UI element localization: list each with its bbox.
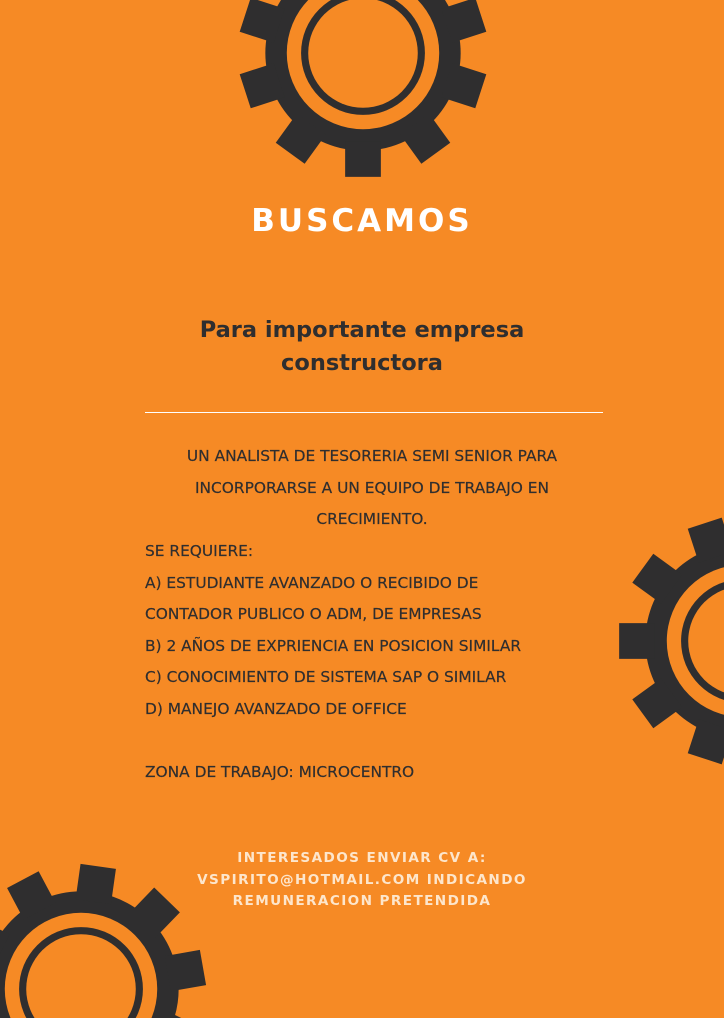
- contact-line-suffix: INDICANDO: [420, 871, 527, 888]
- subtitle-line: Para importante empresa: [199, 317, 525, 343]
- contact-line: INTERESADOS ENVIAR CV A:: [237, 850, 487, 866]
- requirement-item: CONTADOR PUBLICO O ADM, DE EMPRESAS: [145, 605, 482, 623]
- requirements-heading: SE REQUIERE:: [145, 542, 254, 560]
- page-title: BUSCAMOS: [251, 203, 473, 239]
- contact-email-link[interactable]: VSPIRITO@HOTMAIL.COM: [197, 871, 421, 888]
- job-intro: [140, 441, 604, 536]
- gear-icon: [232, 0, 494, 184]
- divider: [145, 412, 603, 413]
- contact-line: REMUNERACION PRETENDIDA: [232, 893, 492, 909]
- requirement-item: D) MANEJO AVANZADO DE OFFICE: [145, 699, 407, 718]
- intro-line: CRECIMIENTO.: [316, 510, 428, 528]
- requirement-item: C) CONOCIMIENTO DE SISTEMA SAP O SIMILAR: [145, 668, 507, 686]
- subtitle-line: constructora: [281, 350, 443, 376]
- bottom-strip: [0, 1018, 724, 1024]
- subtitle: [140, 314, 584, 380]
- requirement-item: B) 2 AÑOS DE EXPRIENCIA EN POSICION SIMILAR: [145, 636, 522, 655]
- contact-block: [150, 848, 574, 913]
- gear-icon: [612, 510, 724, 772]
- intro-line: INCORPORARSE A UN EQUIPO DE TRABAJO EN: [194, 478, 550, 497]
- requirement-item: A) ESTUDIANTE AVANZADO O RECIBIDO DE: [145, 573, 479, 592]
- contact-line: [150, 870, 574, 892]
- intro-line: UN ANALISTA DE TESORERIA SEMI SENIOR PARA: [186, 447, 558, 465]
- work-zone: ZONA DE TRABAJO: MICROCENTRO: [145, 763, 415, 781]
- requirements-list: [145, 536, 625, 725]
